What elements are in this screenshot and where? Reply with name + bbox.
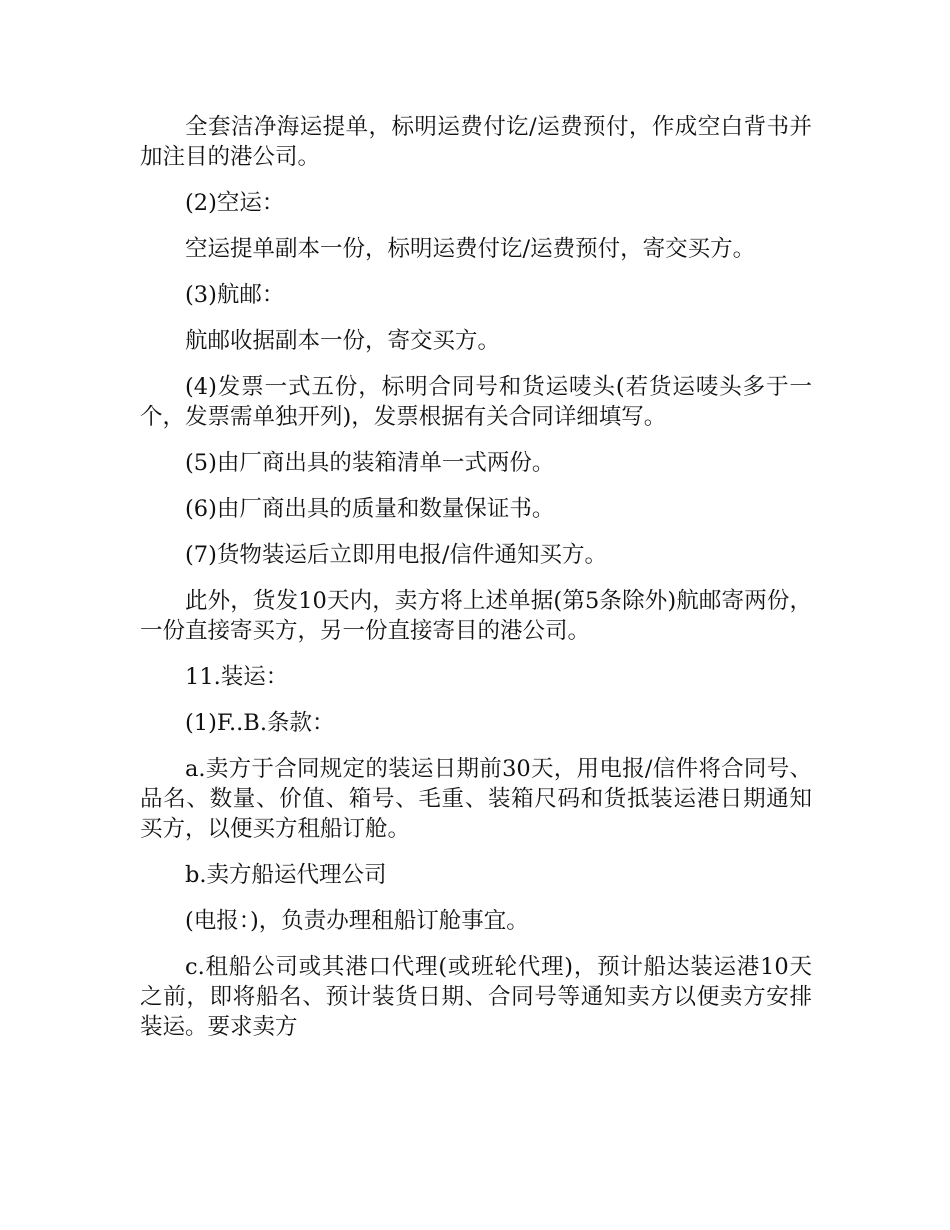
paragraph-airmail-heading: (3)航邮： bbox=[185, 282, 285, 308]
paragraph-invoice: (4)发票一式五份，标明合同号和货运唛头(若货运唛头多于一个，发票需单独开列)，发票根据有关合同详细填写。 bbox=[140, 374, 812, 430]
paragraph-ocean-bill: 全套洁净海运提单，标明运费付讫/运费预付，作成空白背书并加注目的港公司。 bbox=[140, 114, 812, 170]
paragraph-shipment-heading: 11.装运： bbox=[185, 664, 289, 690]
paragraph-clause-a: a.卖方于合同规定的装运日期前30天，用电报/信件将合同号、品名、数量、价值、箱号、毛重、装箱尺码和货抵装运港日期通知买方，以便买方租船订舱。 bbox=[140, 756, 812, 842]
paragraph-clause-b-cont: (电报：)，负责办理租船订舱事宜。 bbox=[185, 908, 529, 934]
document-page bbox=[140, 112, 812, 1058]
paragraph-airmail-receipt: 航邮收据副本一份，寄交买方。 bbox=[185, 328, 501, 354]
paragraph-air-bill: 空运提单副本一份，标明运费付讫/运费预付，寄交买方。 bbox=[185, 236, 756, 262]
paragraph-air-heading: (2)空运： bbox=[185, 190, 285, 216]
paragraph-shipment-notice: (7)货物装运后立即用电报/信件通知买方。 bbox=[185, 542, 607, 568]
paragraph-document-mailing: 此外，货发10天内，卖方将上述单据(第5条除外)航邮寄两份，一份直接寄买方，另一份直接寄目的港公司。 bbox=[140, 588, 812, 644]
paragraph-clause-b: b.卖方船运代理公司 bbox=[185, 862, 387, 888]
paragraph-packing-list: (5)由厂商出具的装箱清单一式两份。 bbox=[185, 450, 555, 476]
paragraph-quality-certificate: (6)由厂商出具的质量和数量保证书。 bbox=[185, 496, 555, 522]
paragraph-clause-c: c.租船公司或其港口代理(或班轮代理)，预计船达装运港10天之前，即将船名、预计装货日期、合同号等通知卖方以便卖方安排装运。要求卖方 bbox=[140, 954, 812, 1040]
paragraph-fob-heading: (1)F..B.条款： bbox=[185, 710, 335, 736]
